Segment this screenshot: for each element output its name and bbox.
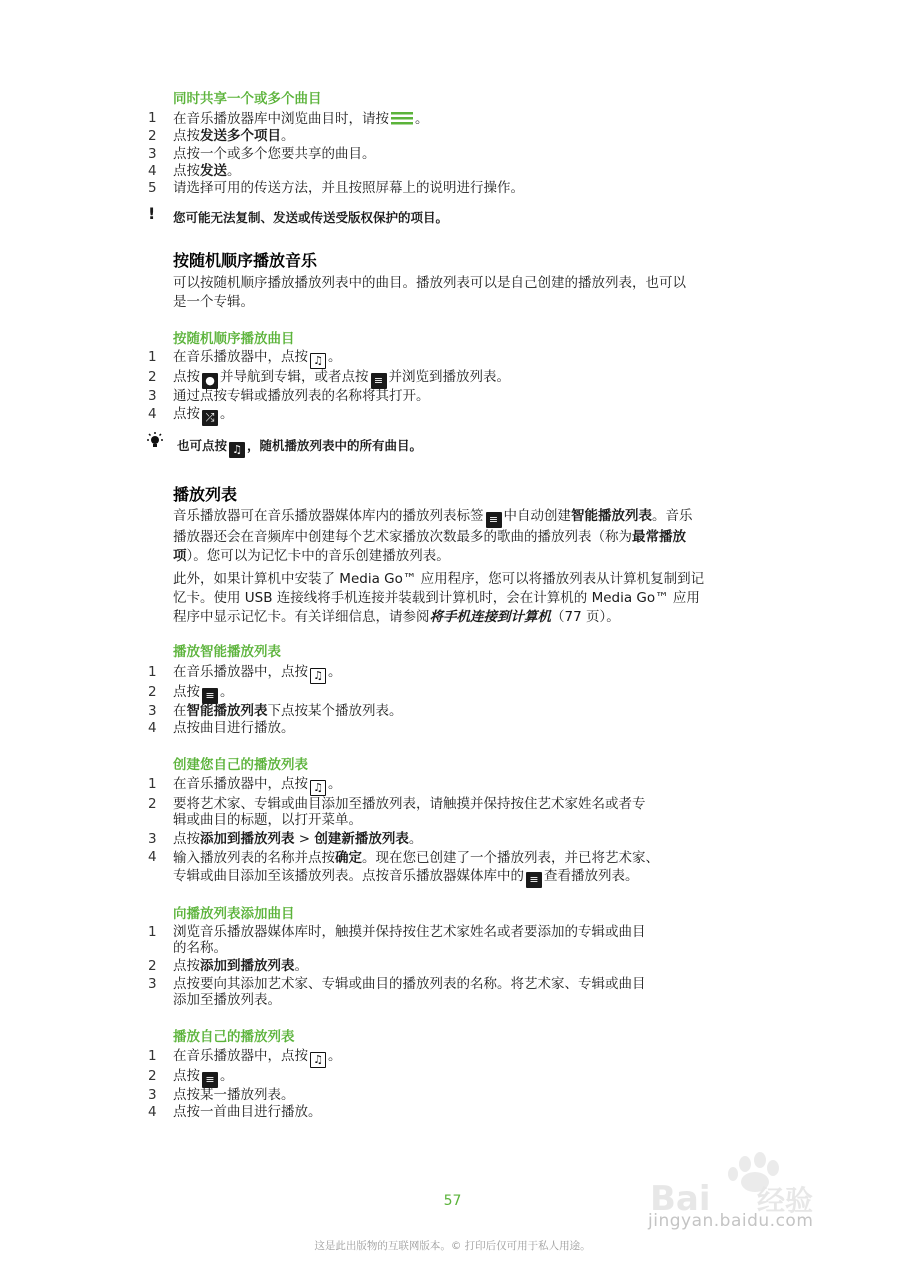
tip-lightbulb-icon	[145, 432, 165, 452]
step-number: 5	[148, 180, 157, 196]
step-text: 点按添加到播放列表。	[173, 958, 308, 974]
step-number: 2	[148, 128, 157, 144]
step-text: 点按 ● 并导航到专辑，或者点按 ≡ 并浏览到播放列表。	[173, 369, 510, 387]
step-number: 1	[148, 776, 157, 792]
music-note-icon: ♫	[310, 1052, 326, 1068]
step-text: 在音乐播放器中，点按 ♫ 。	[173, 776, 342, 794]
step-text: 在音乐播放器中，点按 ♫ 。	[173, 664, 342, 682]
shuffle-icon: ⤮	[202, 410, 218, 426]
step-number: 4	[148, 163, 157, 179]
step-number: 3	[148, 831, 157, 847]
step-number: 4	[148, 406, 157, 422]
step-number: 2	[148, 1068, 157, 1084]
step-number: 2	[148, 958, 157, 974]
step-text: 点按要向其添加艺术家、专辑或曲目的播放列表的名称。将艺术家、专辑或曲目 添加至播放列表。	[173, 976, 646, 1008]
music-note-icon: ♫	[310, 780, 326, 796]
step-number: 3	[148, 146, 157, 162]
step-text: 点按添加到播放列表 > 创建新播放列表。	[173, 831, 423, 847]
step-number: 1	[148, 110, 157, 126]
music-note-icon: ♫	[310, 668, 326, 684]
step-number: 1	[148, 349, 157, 365]
step-text: 在音乐播放器中，点按 ♫ 。	[173, 349, 342, 367]
playlist-icon: ≡	[202, 1072, 218, 1088]
section-title-create-playlist: 创建您自己的播放列表	[173, 757, 308, 773]
footer-copyright: 这是此出版物的互联网版本。© 打印后仅可用于私人用途。	[314, 1240, 591, 1252]
section-title-shuffle-tracks: 按随机顺序播放曲目	[173, 331, 295, 347]
step-number: 3	[148, 388, 157, 404]
step-text: 点按 ≡ 。	[173, 684, 234, 702]
step-text: 点按发送多个项目。	[173, 128, 295, 144]
step-number: 4	[148, 849, 157, 865]
paragraph: 音乐播放器可在音乐播放器媒体库内的播放列表标签 ≡ 中自动创建智能播放列表。音乐 播放器还会在音频库中创建每个艺术家播放次数最多的歌曲的播放列表（称为最常播放 项）。您可以为记忆卡中的音乐创建播放列表。	[173, 508, 693, 564]
music-note-icon: ♫	[229, 442, 245, 458]
step-text: 点按曲目进行播放。	[173, 720, 295, 736]
step-text: 点按一个或多个您要共享的曲目。	[173, 146, 376, 162]
page-number: 57	[443, 1193, 462, 1209]
step-number: 3	[148, 703, 157, 719]
playlist-icon: ≡	[371, 373, 387, 389]
svg-text:Bai: Bai	[650, 1179, 711, 1219]
section-title-smart-playlist: 播放智能播放列表	[173, 644, 281, 660]
step-text: 请选择可用的传送方法，并且按照屏幕上的说明进行操作。	[173, 180, 524, 196]
paragraph: 可以按随机顺序播放播放列表中的曲目。播放列表可以是自己创建的播放列表，也可以 是一个专辑。	[173, 275, 686, 310]
svg-text:经验: 经验	[757, 1184, 814, 1217]
music-note-icon: ♫	[310, 353, 326, 369]
warning-icon: !	[148, 204, 156, 223]
step-number: 1	[148, 924, 157, 940]
section-title-add-tracks: 向播放列表添加曲目	[173, 906, 295, 922]
step-number: 3	[148, 976, 157, 992]
step-text: 浏览音乐播放器媒体库时，触摸并保持按住艺术家姓名或者要添加的专辑或曲目 的名称。	[173, 924, 646, 956]
step-text: 点按一首曲目进行播放。	[173, 1104, 322, 1120]
watermark-url: jingyan.baidu.com	[648, 1211, 814, 1231]
step-text: 在音乐播放器中，点按 ♫ 。	[173, 1048, 342, 1066]
note-text: 您可能无法复制、发送或传送受版权保护的项目。	[173, 210, 449, 225]
step-text: 通过点按专辑或播放列表的名称将其打开。	[173, 388, 430, 404]
step-number: 4	[148, 1104, 157, 1120]
step-text: 点按发送。	[173, 163, 241, 179]
playlist-icon: ≡	[526, 872, 542, 888]
section-title-share: 同时共享一个或多个曲目	[173, 91, 322, 107]
step-text: 在音乐播放器库中浏览曲目时，请按 。	[173, 111, 429, 127]
playlist-icon: ≡	[486, 512, 502, 528]
paragraph: 此外，如果计算机中安装了 Media Go™ 应用程序，您可以将播放列表从计算机复制到记 忆卡。使用 USB 连接线将手机连接并装载到计算机时，会在计算机的 Media Go™ 应用 程序中显示记忆卡。有关详细信息，请参阅将手机连接到计算机（77 页）。	[173, 571, 705, 625]
tip-text: 也可点按 ♫ ，随机播放列表中的所有曲目。	[177, 438, 423, 456]
step-number: 2	[148, 796, 157, 812]
step-number: 1	[148, 1048, 157, 1064]
heading-shuffle: 按随机顺序播放音乐	[173, 251, 318, 270]
step-number: 4	[148, 720, 157, 736]
step-number: 1	[148, 664, 157, 680]
step-text: 点按 ≡ 。	[173, 1068, 234, 1086]
cross-reference-link[interactable]: 将手机连接到计算机	[429, 609, 551, 625]
step-text: 点按某一播放列表。	[173, 1087, 295, 1103]
step-number: 2	[148, 369, 157, 385]
heading-playlists: 播放列表	[173, 485, 238, 504]
playlist-icon: ≡	[202, 688, 218, 704]
section-title-play-own-playlist: 播放自己的播放列表	[173, 1029, 295, 1045]
step-text: 点按 ⤮ 。	[173, 406, 234, 424]
step-number: 3	[148, 1087, 157, 1103]
step-text: 要将艺术家、专辑或曲目添加至播放列表，请触摸并保持按住艺术家姓名或者专 辑或曲目的标题，以打开菜单。	[173, 796, 646, 828]
step-text: 在智能播放列表下点按某个播放列表。	[173, 703, 403, 719]
step-number: 2	[148, 684, 157, 700]
step-text: 输入播放列表的名称并点按确定。现在您已创建了一个播放列表，并已将艺术家、 专辑或曲目添加至该播放列表。点按音乐播放器媒体库中的 ≡ 查看播放列表。	[173, 850, 659, 886]
menu-icon	[391, 110, 413, 126]
artist-icon: ●	[202, 373, 218, 389]
